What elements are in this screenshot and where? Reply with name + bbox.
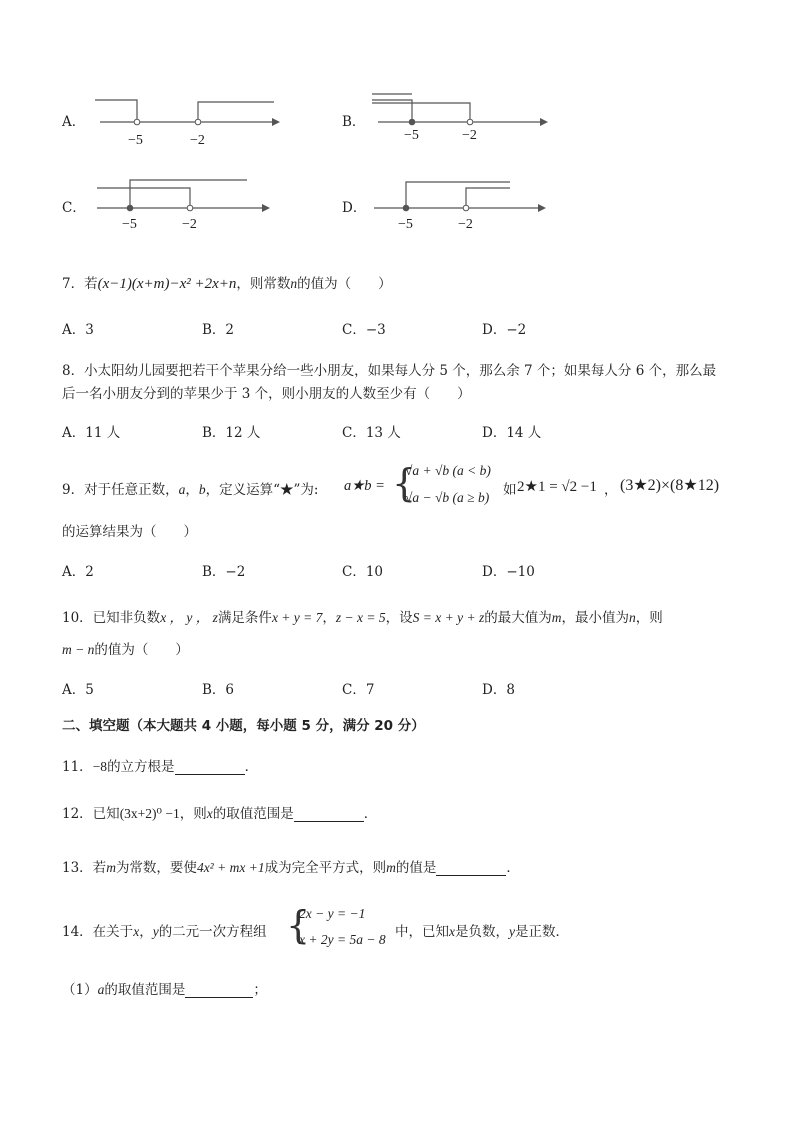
- q8-option-a: A．11 人: [62, 425, 121, 441]
- q10-var-n: n: [628, 610, 636, 625]
- q14-brace: {: [286, 903, 311, 947]
- q11-end: ．: [244, 759, 259, 775]
- q13-expr: 4x² + mx +1: [196, 860, 265, 875]
- question-13: [62, 856, 520, 876]
- q9-brace: {: [392, 461, 417, 505]
- q10-condition-2: z − x = 5: [335, 610, 386, 625]
- q14-text: 的二元一次方程组: [158, 924, 267, 940]
- q10-text: 10．已知非负数: [62, 610, 161, 626]
- q9-text-mid: ，定义运算“★”为:: [205, 482, 319, 498]
- q7-option-c: C．−3: [342, 322, 386, 338]
- tick-label: −2: [462, 128, 477, 143]
- q10-text: 的最大值为: [484, 610, 552, 626]
- q8-option-d: D．14 人: [482, 425, 542, 441]
- q10-sum: S = x + y + z: [412, 610, 485, 625]
- q14-var-x: x: [133, 924, 140, 939]
- q9-option-d: D．−10: [482, 564, 535, 580]
- q7-var-n: n: [290, 276, 298, 291]
- q9-case-2: √a − √b (a ≥ b): [405, 490, 490, 505]
- q9-option-c: C．10: [342, 564, 384, 580]
- q9-ask: (3★2)×(8★12): [620, 477, 720, 494]
- q9-example: 2★1 = √2 −1: [517, 479, 597, 495]
- q9-var-b: b: [198, 482, 206, 497]
- section-2-heading: 二、填空题（本大题共 4 小题，每小题 5 分，满分 20 分）: [62, 718, 425, 734]
- q13-text: 成为完全平方式，则: [264, 860, 387, 876]
- q14-sub1-answer-blank[interactable]: [185, 983, 253, 998]
- q14-text: 是负数，: [455, 924, 509, 940]
- tick-label: −2: [182, 217, 197, 232]
- q13-var-m: m: [386, 860, 396, 875]
- q10-vars: x ， y ， z: [160, 610, 218, 625]
- question-7: [62, 272, 392, 293]
- q10-line-1: [62, 606, 663, 626]
- question-12: [62, 802, 377, 822]
- q12-answer-blank[interactable]: [294, 807, 364, 822]
- option-label: B．: [342, 114, 366, 130]
- q10-text: 的值为（ ）: [94, 642, 189, 658]
- q10-comma: ，: [322, 610, 336, 626]
- tick-label: −5: [122, 217, 137, 232]
- q7-number: 7．若: [62, 276, 98, 292]
- numberline-graph: [370, 178, 590, 238]
- q13-text: 13．若: [62, 860, 107, 876]
- q7-option-a: A．3: [62, 322, 94, 338]
- numberline-graph: [370, 92, 590, 152]
- tick-label: −5: [398, 217, 413, 232]
- q14-var-y: y: [152, 924, 159, 939]
- q10-text: ，最小值为: [561, 610, 629, 626]
- q14-text: 中，已知: [395, 924, 449, 940]
- q10-text: ，设: [385, 610, 413, 626]
- q14-var-y: y: [509, 924, 515, 939]
- q14-sub1-number: （1）: [62, 982, 98, 998]
- q13-answer-blank[interactable]: [436, 861, 506, 876]
- q9-case-1: √a + √b (a < b): [405, 463, 491, 478]
- q9-def-lhs: a★b =: [344, 478, 385, 494]
- q10-option-c: C．7: [342, 682, 375, 698]
- q13-var-m: m: [106, 860, 116, 875]
- numberline-graph: [92, 178, 312, 238]
- q12-end: ．: [363, 806, 378, 822]
- q10-var-m: m: [551, 610, 562, 625]
- q7-text: ，则常数: [236, 276, 291, 292]
- tick-label: −2: [190, 133, 205, 148]
- q9-example-pre: 如: [503, 482, 517, 498]
- q9-option-a: A．2: [62, 564, 94, 580]
- q9-lead: [62, 478, 318, 498]
- question-11: [62, 755, 258, 775]
- q9-sep2: ，: [604, 482, 618, 498]
- q8-line-1: 8．小太阳幼儿园要把若干个苹果分给一些小朋友，如果每人分 5 个，那么余 7 个；如果每人分 6 个，那么最: [62, 363, 717, 379]
- q10-option-a: A．5: [62, 682, 94, 698]
- q14-eq-2: x + 2y = 5a − 8: [299, 932, 386, 947]
- option-label: D．: [342, 200, 367, 216]
- q12-text: ，则: [179, 806, 207, 822]
- q7-option-d: D．−2: [482, 322, 527, 338]
- option-label: A．: [62, 114, 86, 130]
- q14-tail: [395, 920, 569, 940]
- tick-label: −5: [128, 133, 143, 148]
- q14-comma: ，: [139, 924, 153, 940]
- q14-eq-1: 2x − y = −1: [299, 906, 366, 921]
- q14-text: 是正数．: [515, 924, 569, 940]
- q12-var-x: x: [206, 806, 213, 821]
- q11-expr: −8: [92, 759, 108, 774]
- q9-var-a: a: [178, 482, 186, 497]
- q8-line-2: 后一名小朋友分到的苹果少于 3 个，则小朋友的人数至少有（ ）: [62, 386, 471, 402]
- tick-label: −5: [404, 128, 419, 143]
- q11-answer-blank[interactable]: [175, 760, 245, 775]
- q11-number: 11．: [62, 759, 93, 775]
- q14-var-x: x: [449, 924, 455, 939]
- tick-label: −2: [458, 217, 473, 232]
- q10-condition-1: x + y = 7: [271, 610, 323, 625]
- q12-text: 12．已知: [62, 806, 120, 822]
- option-label: C．: [62, 200, 86, 216]
- q9-text: 9．对于任意正数，: [62, 482, 179, 498]
- q10-expr: m − n: [62, 642, 95, 657]
- q9-line-2: 的运算结果为（ ）: [62, 524, 197, 540]
- q8-option-b: B．12 人: [202, 425, 261, 441]
- q9-option-b: B．−2: [202, 564, 246, 580]
- q14-lead: [62, 920, 267, 940]
- numberline-graph: [92, 92, 312, 152]
- q14-var-a: a: [97, 982, 105, 997]
- q10-text: ，则: [635, 610, 663, 626]
- q14-sub-1: [62, 978, 267, 998]
- q12-expr: (3x+2)⁰ −1: [119, 806, 180, 821]
- q10-option-b: B．6: [202, 682, 235, 698]
- q13-end: ．: [506, 860, 520, 876]
- q14-text: 的取值范围是: [104, 982, 186, 998]
- q13-text: 的值是: [395, 860, 437, 876]
- q7-expression: (x−1)(x+m)−x² +2x+n: [97, 276, 237, 292]
- q14-text: 14．在关于: [62, 924, 134, 940]
- q7-text-2: 的值为（ ）: [297, 276, 392, 292]
- q11-text: 的立方根是: [107, 759, 175, 775]
- q8-option-c: C．13 人: [342, 425, 401, 441]
- q10-text: 满足条件: [217, 610, 272, 626]
- q13-text: 为常数，要使: [115, 860, 197, 876]
- q10-option-d: D．8: [482, 682, 515, 698]
- q12-text: 的取值范围是: [212, 806, 294, 822]
- q14-end: ；: [253, 982, 267, 998]
- q9-sep: ，: [185, 482, 199, 498]
- q7-option-b: B．2: [202, 322, 235, 338]
- q10-line-2: [62, 638, 189, 658]
